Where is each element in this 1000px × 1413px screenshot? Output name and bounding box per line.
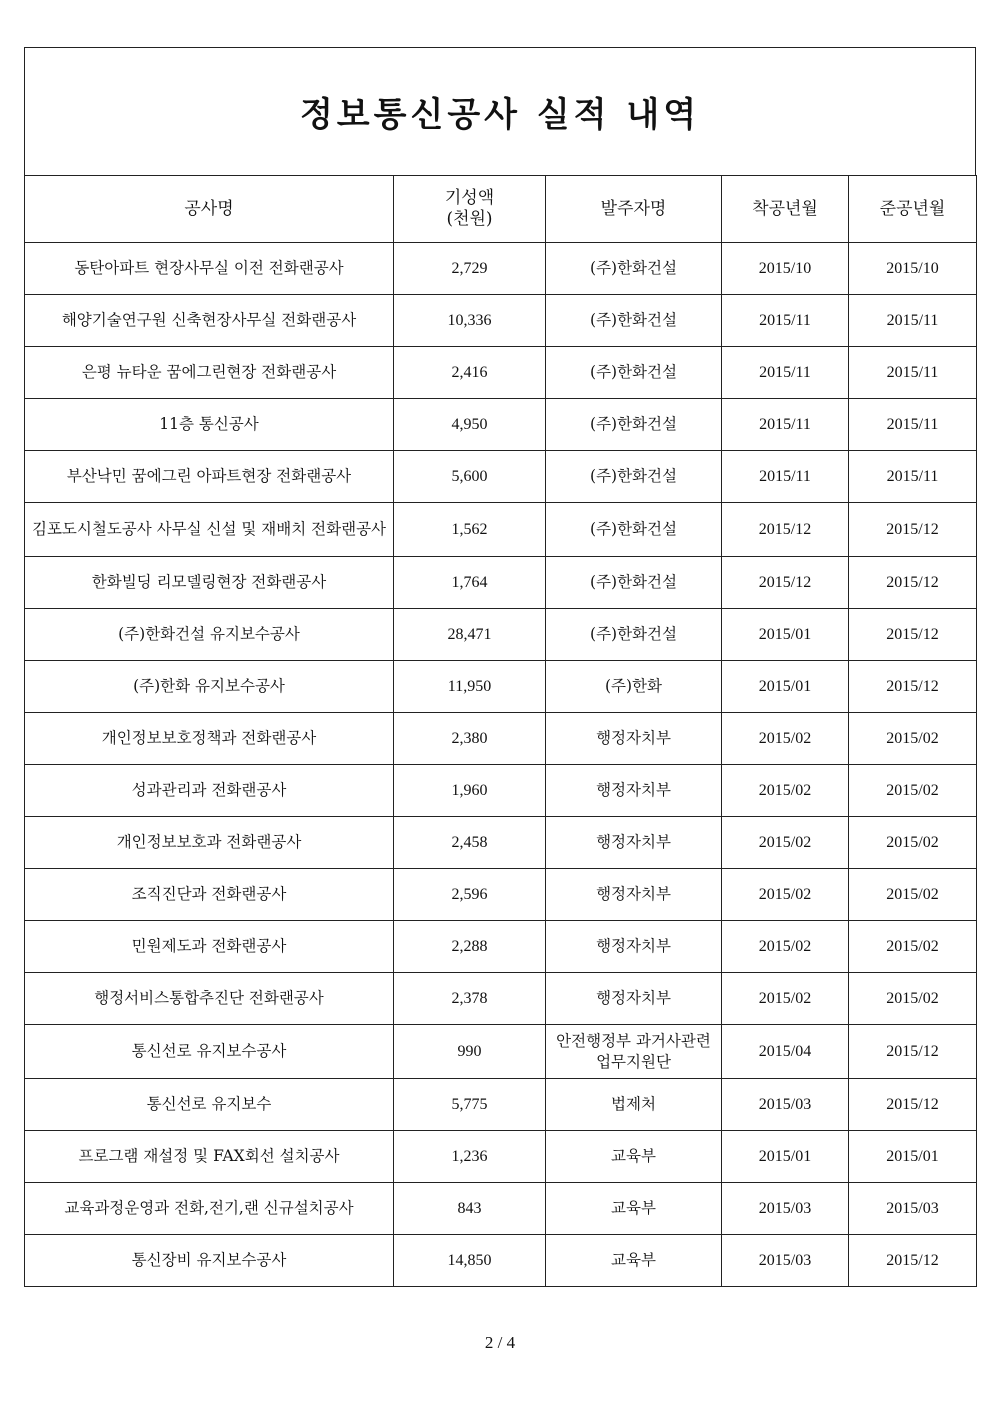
project-name-cell: 통신선로 유지보수	[25, 1079, 394, 1131]
amount-cell: 10,336	[394, 295, 546, 347]
start-date-cell: 2015/03	[722, 1183, 849, 1235]
amount-cell: 2,380	[394, 713, 546, 765]
end-date-cell: 2015/12	[849, 1025, 977, 1079]
page-title: 정보통신공사 실적 내역	[299, 95, 701, 135]
project-name-cell: 김포도시철도공사 사무실 신설 및 재배치 전화랜공사	[25, 503, 394, 557]
client-cell: (주)한화건설	[546, 503, 722, 557]
end-date-cell: 2015/02	[849, 713, 977, 765]
start-date-cell: 2015/11	[722, 399, 849, 451]
table-row	[25, 1079, 977, 1131]
start-date-cell: 2015/03	[722, 1079, 849, 1131]
client-cell: 법제처	[546, 1079, 722, 1131]
start-date-cell: 2015/11	[722, 451, 849, 503]
client-cell: 행정자치부	[546, 817, 722, 869]
start-date-cell: 2015/03	[722, 1235, 849, 1287]
table-row	[25, 869, 977, 921]
client-cell: 교육부	[546, 1235, 722, 1287]
end-date-cell: 2015/12	[849, 503, 977, 557]
table-row	[25, 347, 977, 399]
project-name-cell: 통신장비 유지보수공사	[25, 1235, 394, 1287]
table-row	[25, 557, 977, 609]
amount-cell: 1,236	[394, 1131, 546, 1183]
amount-cell: 2,288	[394, 921, 546, 973]
end-date-cell: 2015/02	[849, 921, 977, 973]
amount-cell: 1,764	[394, 557, 546, 609]
start-date-cell: 2015/02	[722, 973, 849, 1025]
project-name-cell: (주)한화 유지보수공사	[25, 661, 394, 713]
amount-cell: 2,458	[394, 817, 546, 869]
project-name-cell: 교육과정운영과 전화,전기,랜 신규설치공사	[25, 1183, 394, 1235]
table-row	[25, 973, 977, 1025]
project-name-cell: 부산낙민 꿈에그린 아파트현장 전화랜공사	[25, 451, 394, 503]
amount-cell: 990	[394, 1025, 546, 1079]
amount-cell: 5,775	[394, 1079, 546, 1131]
start-date-cell: 2015/02	[722, 713, 849, 765]
table-row	[25, 503, 977, 557]
client-cell: 교육부	[546, 1131, 722, 1183]
project-name-cell: 개인정보보호과 전화랜공사	[25, 817, 394, 869]
project-name-cell: 동탄아파트 현장사무실 이전 전화랜공사	[25, 243, 394, 295]
client-cell: (주)한화건설	[546, 295, 722, 347]
project-name-cell: 조직진단과 전화랜공사	[25, 869, 394, 921]
table-row	[25, 1025, 977, 1079]
project-name-cell: 프로그램 재설정 및 FAX회선 설치공사	[25, 1131, 394, 1183]
client-cell: 행정자치부	[546, 765, 722, 817]
table-row	[25, 609, 977, 661]
page-number: 2 / 4	[484, 1333, 516, 1352]
project-name-cell: 개인정보보호정책과 전화랜공사	[25, 713, 394, 765]
amount-cell: 2,729	[394, 243, 546, 295]
project-name-cell: 11층 통신공사	[25, 399, 394, 451]
client-cell: 교육부	[546, 1183, 722, 1235]
start-date-cell: 2015/01	[722, 609, 849, 661]
header-end: 준공년월	[849, 176, 977, 243]
start-date-cell: 2015/02	[722, 921, 849, 973]
start-date-cell: 2015/02	[722, 869, 849, 921]
client-cell: (주)한화건설	[546, 243, 722, 295]
amount-cell: 2,596	[394, 869, 546, 921]
table-row	[25, 817, 977, 869]
header-name: 공사명	[25, 176, 394, 243]
table-body	[25, 243, 977, 1287]
table-row	[25, 451, 977, 503]
table-row	[25, 295, 977, 347]
end-date-cell: 2015/11	[849, 295, 977, 347]
client-cell: 행정자치부	[546, 713, 722, 765]
project-name-cell: 통신선로 유지보수공사	[25, 1025, 394, 1079]
start-date-cell: 2015/12	[722, 557, 849, 609]
end-date-cell: 2015/01	[849, 1131, 977, 1183]
end-date-cell: 2015/03	[849, 1183, 977, 1235]
header-start: 착공년월	[722, 176, 849, 243]
amount-cell: 2,416	[394, 347, 546, 399]
client-cell: (주)한화건설	[546, 557, 722, 609]
header-client: 발주자명	[546, 176, 722, 243]
project-name-cell: 한화빌딩 리모델링현장 전화랜공사	[25, 557, 394, 609]
end-date-cell: 2015/12	[849, 609, 977, 661]
table-row	[25, 921, 977, 973]
client-cell: (주)한화건설	[546, 609, 722, 661]
client-cell: 안전행정부 과거사관련업무지원단	[546, 1025, 722, 1079]
amount-cell: 1,562	[394, 503, 546, 557]
table-row	[25, 661, 977, 713]
end-date-cell: 2015/12	[849, 1235, 977, 1287]
table-row	[25, 1235, 977, 1287]
project-name-cell: 행정서비스통합추진단 전화랜공사	[25, 973, 394, 1025]
client-cell: (주)한화건설	[546, 347, 722, 399]
end-date-cell: 2015/12	[849, 1079, 977, 1131]
start-date-cell: 2015/04	[722, 1025, 849, 1079]
amount-cell: 5,600	[394, 451, 546, 503]
client-cell: (주)한화	[546, 661, 722, 713]
start-date-cell: 2015/01	[722, 1131, 849, 1183]
table-row	[25, 243, 977, 295]
title-box	[24, 47, 976, 175]
end-date-cell: 2015/02	[849, 973, 977, 1025]
table-row	[25, 1183, 977, 1235]
amount-cell: 2,378	[394, 973, 546, 1025]
start-date-cell: 2015/11	[722, 347, 849, 399]
start-date-cell: 2015/12	[722, 503, 849, 557]
table-row	[25, 1131, 977, 1183]
performance-table	[24, 175, 977, 1287]
start-date-cell: 2015/01	[722, 661, 849, 713]
amount-cell: 4,950	[394, 399, 546, 451]
client-cell: 행정자치부	[546, 921, 722, 973]
header-amount-line2: (천원)	[446, 209, 493, 229]
header-amount-line1: 기성액	[444, 188, 495, 208]
client-cell: (주)한화건설	[546, 399, 722, 451]
amount-cell: 1,960	[394, 765, 546, 817]
end-date-cell: 2015/02	[849, 817, 977, 869]
end-date-cell: 2015/11	[849, 399, 977, 451]
project-name-cell: 민원제도과 전화랜공사	[25, 921, 394, 973]
client-cell: (주)한화건설	[546, 451, 722, 503]
end-date-cell: 2015/12	[849, 661, 977, 713]
table-row	[25, 399, 977, 451]
project-name-cell: 해양기술연구원 신축현장사무실 전화랜공사	[25, 295, 394, 347]
project-name-cell: 은평 뉴타운 꿈에그린현장 전화랜공사	[25, 347, 394, 399]
end-date-cell: 2015/12	[849, 557, 977, 609]
client-cell: 행정자치부	[546, 973, 722, 1025]
table-row	[25, 765, 977, 817]
document-sheet	[24, 47, 976, 1287]
project-name-cell: (주)한화건설 유지보수공사	[25, 609, 394, 661]
start-date-cell: 2015/02	[722, 817, 849, 869]
end-date-cell: 2015/11	[849, 347, 977, 399]
amount-cell: 843	[394, 1183, 546, 1235]
project-name-cell: 성과관리과 전화랜공사	[25, 765, 394, 817]
amount-cell: 28,471	[394, 609, 546, 661]
end-date-cell: 2015/11	[849, 451, 977, 503]
end-date-cell: 2015/10	[849, 243, 977, 295]
client-cell: 행정자치부	[546, 869, 722, 921]
header-amount	[394, 176, 546, 243]
amount-cell: 11,950	[394, 661, 546, 713]
table-row	[25, 713, 977, 765]
start-date-cell: 2015/11	[722, 295, 849, 347]
header-row	[25, 176, 977, 243]
end-date-cell: 2015/02	[849, 765, 977, 817]
end-date-cell: 2015/02	[849, 869, 977, 921]
start-date-cell: 2015/02	[722, 765, 849, 817]
amount-cell: 14,850	[394, 1235, 546, 1287]
start-date-cell: 2015/10	[722, 243, 849, 295]
